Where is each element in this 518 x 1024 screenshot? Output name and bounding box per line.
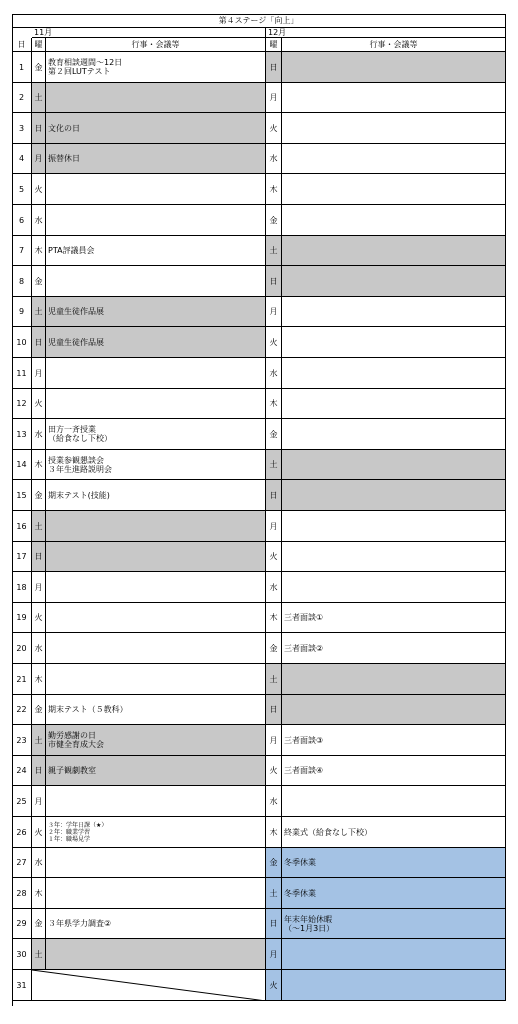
events-december bbox=[282, 113, 506, 144]
day-number: 3 bbox=[12, 113, 32, 144]
dow-december: 金 bbox=[266, 633, 282, 664]
dow-november: 水 bbox=[32, 205, 46, 236]
page-title: 第４ステージ「向上」 bbox=[12, 14, 506, 28]
event-line: 児童生徒作品展 bbox=[48, 307, 104, 316]
event-line: 冬季休業 bbox=[284, 858, 316, 867]
events-november bbox=[46, 878, 266, 909]
dow-november: 土 bbox=[32, 939, 46, 970]
dow-november: 木 bbox=[32, 664, 46, 695]
dow-december: 水 bbox=[266, 358, 282, 389]
header-events-november: 行事・会議等 bbox=[46, 38, 266, 52]
event-line: 田方一斉授業 bbox=[48, 425, 96, 434]
dow-december: 火 bbox=[266, 970, 282, 1001]
month-label-november: 11月 bbox=[32, 28, 266, 38]
dow-november: 木 bbox=[32, 878, 46, 909]
day-number: 6 bbox=[12, 205, 32, 236]
day-number: 13 bbox=[12, 419, 32, 450]
dow-november: 金 bbox=[32, 909, 46, 939]
day-number: 24 bbox=[12, 756, 32, 786]
event-line: 期末テスト(技能) bbox=[48, 490, 110, 500]
event-line: 終業式（給食なし下校） bbox=[284, 827, 372, 837]
day-number: 25 bbox=[12, 786, 32, 817]
events-december bbox=[282, 909, 506, 939]
day-number: 11 bbox=[12, 358, 32, 389]
events-december bbox=[282, 174, 506, 205]
events-november bbox=[46, 756, 266, 786]
dow-november: 日 bbox=[32, 756, 46, 786]
day-number: 5 bbox=[12, 174, 32, 205]
dow-november: 火 bbox=[32, 389, 46, 419]
dow-november: 水 bbox=[32, 848, 46, 878]
event-line: PTA評議員会 bbox=[48, 246, 95, 255]
dow-december: 金 bbox=[266, 205, 282, 236]
events-november bbox=[46, 144, 266, 174]
events-november bbox=[46, 542, 266, 572]
dow-november: 土 bbox=[32, 725, 46, 756]
events-december bbox=[282, 358, 506, 389]
events-november bbox=[46, 633, 266, 664]
events-november bbox=[46, 52, 266, 83]
dow-november: 日 bbox=[32, 113, 46, 144]
events-december bbox=[282, 756, 506, 786]
events-december bbox=[282, 297, 506, 327]
dow-december: 日 bbox=[266, 266, 282, 297]
dow-november: 日 bbox=[32, 542, 46, 572]
day-number: 31 bbox=[12, 970, 32, 1001]
day-number: 26 bbox=[12, 817, 32, 848]
events-december bbox=[282, 542, 506, 572]
events-november bbox=[46, 174, 266, 205]
day-number: 30 bbox=[12, 939, 32, 970]
dow-december: 火 bbox=[266, 542, 282, 572]
dow-november: 日 bbox=[32, 327, 46, 358]
events-december bbox=[282, 939, 506, 970]
dow-november: 土 bbox=[32, 297, 46, 327]
event-line: ３年：学年日課（★） bbox=[48, 821, 108, 829]
day-number: 1 bbox=[12, 52, 32, 83]
dow-december: 月 bbox=[266, 83, 282, 113]
event-line: 三者面談② bbox=[284, 643, 324, 653]
events-november bbox=[46, 664, 266, 695]
dow-december: 火 bbox=[266, 113, 282, 144]
dow-december: 土 bbox=[266, 236, 282, 266]
dow-december: 水 bbox=[266, 572, 282, 603]
events-december bbox=[282, 603, 506, 633]
day-number: 12 bbox=[12, 389, 32, 419]
day-number: 9 bbox=[12, 297, 32, 327]
event-line: 文化の日 bbox=[48, 123, 80, 133]
event-line: 三者面談③ bbox=[284, 735, 324, 745]
dow-december: 日 bbox=[266, 695, 282, 725]
header-dow-november: 曜 bbox=[32, 38, 46, 52]
dow-november: 火 bbox=[32, 603, 46, 633]
dow-november: 水 bbox=[32, 633, 46, 664]
dow-december: 金 bbox=[266, 419, 282, 450]
event-line: 親子観劇教室 bbox=[48, 766, 96, 775]
events-december bbox=[282, 572, 506, 603]
events-november bbox=[46, 205, 266, 236]
dow-december: 土 bbox=[266, 878, 282, 909]
day-number: 17 bbox=[12, 542, 32, 572]
events-november bbox=[46, 419, 266, 450]
event-line: ３年県学力調査② bbox=[48, 919, 112, 928]
events-november bbox=[46, 939, 266, 970]
dow-december: 月 bbox=[266, 725, 282, 756]
dow-november: 金 bbox=[32, 52, 46, 83]
event-line: 教育相談週間～12日 bbox=[48, 58, 123, 67]
dow-november: 月 bbox=[32, 358, 46, 389]
month-label-december: 12月 bbox=[266, 28, 506, 38]
dow-december: 木 bbox=[266, 603, 282, 633]
events-december bbox=[282, 236, 506, 266]
dow-november: 金 bbox=[32, 266, 46, 297]
event-line: 勤労感謝の日 bbox=[48, 731, 96, 740]
dow-november: 木 bbox=[32, 450, 46, 480]
day-number: 29 bbox=[12, 909, 32, 939]
events-november bbox=[46, 817, 266, 848]
dow-november: 金 bbox=[32, 480, 46, 511]
event-line: 市健全育成大会 bbox=[48, 740, 104, 749]
events-december bbox=[282, 633, 506, 664]
events-december bbox=[282, 83, 506, 113]
empty-november-cell bbox=[32, 970, 266, 1001]
diagonal-strike bbox=[32, 970, 266, 1001]
day-number: 15 bbox=[12, 480, 32, 511]
header-dow-december: 曜 bbox=[266, 38, 282, 52]
day-number: 4 bbox=[12, 144, 32, 174]
event-line: 冬季休業 bbox=[284, 888, 316, 898]
events-november bbox=[46, 848, 266, 878]
dow-november: 土 bbox=[32, 83, 46, 113]
dow-december: 木 bbox=[266, 389, 282, 419]
events-december bbox=[282, 848, 506, 878]
day-number: 14 bbox=[12, 450, 32, 480]
event-line: １年：職場見学 bbox=[48, 835, 91, 843]
events-november bbox=[46, 389, 266, 419]
event-line: （給食なし下校） bbox=[48, 434, 112, 443]
events-december bbox=[282, 511, 506, 542]
dow-december: 木 bbox=[266, 174, 282, 205]
dow-december: 水 bbox=[266, 144, 282, 174]
event-line: 第２回LUTテスト bbox=[48, 67, 111, 76]
dow-november: 月 bbox=[32, 144, 46, 174]
dow-december: 日 bbox=[266, 909, 282, 939]
day-number: 16 bbox=[12, 511, 32, 542]
dow-november: 水 bbox=[32, 419, 46, 450]
day-number: 23 bbox=[12, 725, 32, 756]
dow-december: 月 bbox=[266, 939, 282, 970]
event-line: （～1月3日） bbox=[284, 923, 335, 933]
events-december bbox=[282, 266, 506, 297]
day-number: 8 bbox=[12, 266, 32, 297]
events-november bbox=[46, 236, 266, 266]
event-line: 授業参観懇談会 bbox=[48, 455, 104, 465]
events-november bbox=[46, 450, 266, 480]
day-number: 28 bbox=[12, 878, 32, 909]
event-line: 三者面談④ bbox=[284, 766, 324, 775]
events-december bbox=[282, 450, 506, 480]
events-november bbox=[46, 358, 266, 389]
dow-december: 火 bbox=[266, 756, 282, 786]
dow-december: 月 bbox=[266, 511, 282, 542]
events-december bbox=[282, 695, 506, 725]
day-number: 22 bbox=[12, 695, 32, 725]
events-november bbox=[46, 113, 266, 144]
dow-november: 金 bbox=[32, 695, 46, 725]
events-november bbox=[46, 83, 266, 113]
events-november bbox=[46, 266, 266, 297]
day-number: 27 bbox=[12, 848, 32, 878]
dow-december: 木 bbox=[266, 817, 282, 848]
event-line: 振替休日 bbox=[48, 154, 80, 163]
event-line: 年末年始休暇 bbox=[284, 914, 332, 924]
dow-december: 火 bbox=[266, 327, 282, 358]
day-number: 7 bbox=[12, 236, 32, 266]
dow-december: 土 bbox=[266, 664, 282, 695]
header-day: 日 bbox=[12, 38, 32, 52]
events-december bbox=[282, 419, 506, 450]
events-november bbox=[46, 695, 266, 725]
events-november bbox=[46, 297, 266, 327]
events-december bbox=[282, 480, 506, 511]
dow-november: 月 bbox=[32, 786, 46, 817]
dow-december: 日 bbox=[266, 52, 282, 83]
dow-december: 月 bbox=[266, 297, 282, 327]
event-line: 三者面談① bbox=[284, 613, 324, 622]
event-line: ２年：職業学習 bbox=[48, 828, 91, 836]
dow-december: 日 bbox=[266, 480, 282, 511]
events-november bbox=[46, 511, 266, 542]
events-november bbox=[46, 909, 266, 939]
events-november bbox=[46, 725, 266, 756]
header-events-december: 行事・会議等 bbox=[282, 38, 506, 52]
events-december bbox=[282, 786, 506, 817]
events-december bbox=[282, 144, 506, 174]
day-number: 2 bbox=[12, 83, 32, 113]
dow-november: 火 bbox=[32, 174, 46, 205]
event-line: 児童生徒作品展 bbox=[48, 337, 104, 347]
events-november bbox=[46, 572, 266, 603]
events-december bbox=[282, 725, 506, 756]
day-number: 19 bbox=[12, 603, 32, 633]
dow-november: 土 bbox=[32, 511, 46, 542]
day-number: 20 bbox=[12, 633, 32, 664]
events-december bbox=[282, 664, 506, 695]
day-number: 10 bbox=[12, 327, 32, 358]
events-november bbox=[46, 327, 266, 358]
events-november bbox=[46, 786, 266, 817]
events-december bbox=[282, 205, 506, 236]
events-december bbox=[282, 817, 506, 848]
events-december bbox=[282, 52, 506, 83]
events-november bbox=[46, 603, 266, 633]
dow-december: 水 bbox=[266, 786, 282, 817]
day-number: 21 bbox=[12, 664, 32, 695]
calendar-sheet bbox=[12, 14, 506, 1006]
dow-november: 火 bbox=[32, 817, 46, 848]
events-december bbox=[282, 970, 506, 1001]
dow-november: 木 bbox=[32, 236, 46, 266]
events-december bbox=[282, 327, 506, 358]
dow-november: 月 bbox=[32, 572, 46, 603]
event-line: 期末テスト（５教科） bbox=[48, 705, 128, 714]
events-december bbox=[282, 878, 506, 909]
dow-december: 土 bbox=[266, 450, 282, 480]
day-number: 18 bbox=[12, 572, 32, 603]
events-december bbox=[282, 389, 506, 419]
events-november bbox=[46, 480, 266, 511]
event-line: ３年生進路説明会 bbox=[48, 464, 112, 474]
dow-december: 金 bbox=[266, 848, 282, 878]
